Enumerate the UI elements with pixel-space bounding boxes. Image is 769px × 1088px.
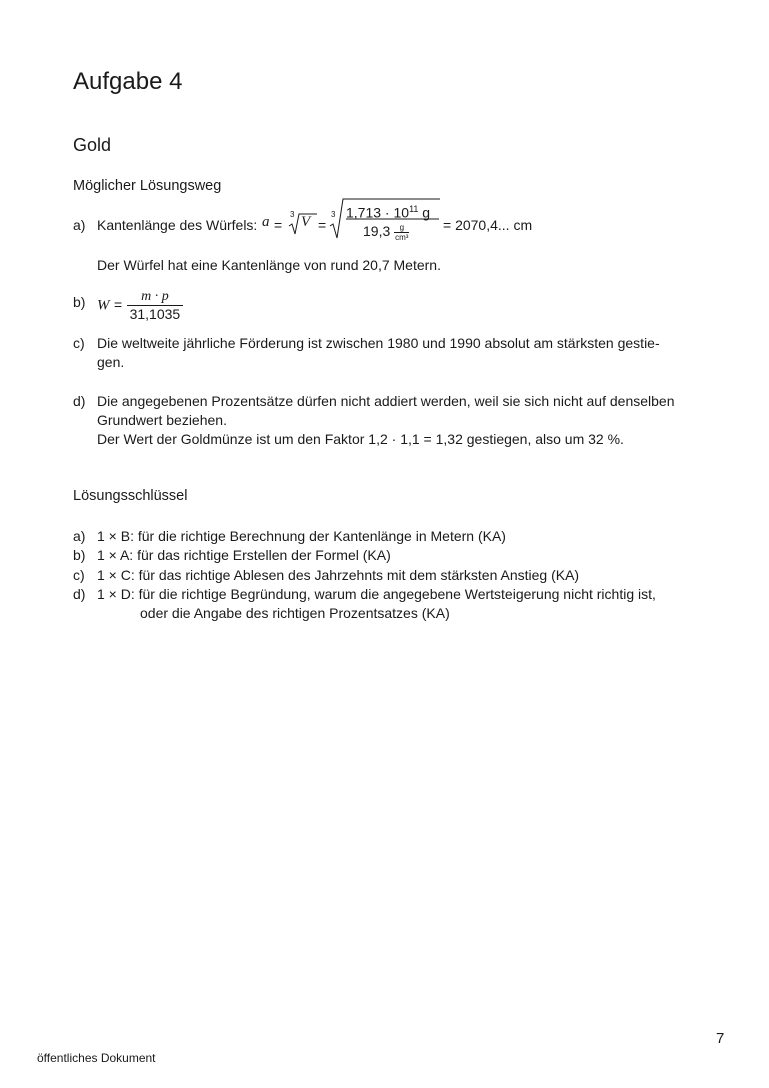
denominator-value: 19,3 (363, 223, 391, 239)
key-c-text: 1 × C: für das richtige Ablesen des Jahrzehnts mit dem stärksten Anstieg (KA) (97, 567, 580, 583)
key-heading: Lösungsschlüssel (73, 488, 188, 504)
var-w: W (97, 297, 110, 314)
numerator-unit: g (422, 204, 431, 221)
root-index-2: 3 (331, 210, 336, 219)
equals-b: = (113, 296, 123, 313)
equals-2: = (318, 217, 327, 233)
key-b-text: 1 × A: für das richtige Erstellen der Formel (KA) (97, 547, 391, 563)
key-a-label: a) (73, 528, 86, 544)
item-d-line1: Die angegebenen Prozentsätze dürfen nicht addiert werden, weil sie sich nicht auf denselben (97, 393, 675, 409)
key-d-label: d) (73, 586, 86, 602)
denominator-a (363, 221, 409, 242)
formula-b (97, 288, 183, 323)
item-b-label: b) (73, 294, 86, 310)
key-d-text: 1 × D: für die richtige Begründung, warum die angegebene Wertsteigerung nicht richtig ist, (97, 586, 656, 602)
item-a-prefix: Kantenlänge des Würfels: (97, 217, 258, 233)
unit-num: g (394, 223, 409, 233)
numerator-base: 1,713 · 10 (346, 204, 410, 221)
numerator-exp: 11 (409, 204, 419, 214)
section-title: Gold (73, 135, 112, 155)
page-title: Aufgabe 4 (73, 68, 183, 95)
unit-den: cm³ (395, 232, 409, 242)
item-a-label: a) (73, 217, 86, 233)
numerator-a (346, 199, 430, 223)
equals-1: = (274, 217, 283, 233)
key-d-text2: oder die Angabe des richtigen Prozentsatzes (KA) (140, 605, 450, 621)
footer-text: öffentliches Dokument (37, 1051, 156, 1065)
solution-heading: Möglicher Lösungsweg (73, 178, 222, 194)
page-number: 7 (716, 1030, 725, 1047)
result-a: = 2070,4... cm (443, 217, 533, 233)
denominator-b: 31,1035 (129, 306, 181, 322)
numerator-b: m · p (127, 288, 184, 306)
item-d-label: d) (73, 393, 86, 409)
key-c-label: c) (73, 567, 85, 583)
var-v: V (301, 214, 311, 230)
item-c-label: c) (73, 335, 85, 351)
root-index-1: 3 (290, 210, 295, 219)
key-a-text: 1 × B: für die richtige Berechnung der Kantenlänge in Metern (KA) (97, 528, 506, 544)
key-b-label: b) (73, 547, 86, 563)
item-d-line2: Grundwert beziehen. (97, 412, 227, 428)
item-c-line2: gen. (97, 354, 125, 370)
var-a: a (262, 214, 270, 230)
item-a-line2: Der Würfel hat eine Kantenlänge von rund 20,7 Metern. (97, 257, 441, 273)
item-c-line1: Die weltweite jährliche Förderung ist zwischen 1980 und 1990 absolut am stärksten gestie- (97, 335, 660, 351)
item-d-line3: Der Wert der Goldmünze ist um den Faktor 1,2 · 1,1 = 1,32 gestiegen, also um 32 %. (97, 431, 624, 447)
unit-fraction (394, 223, 409, 242)
fraction-b (127, 288, 184, 323)
